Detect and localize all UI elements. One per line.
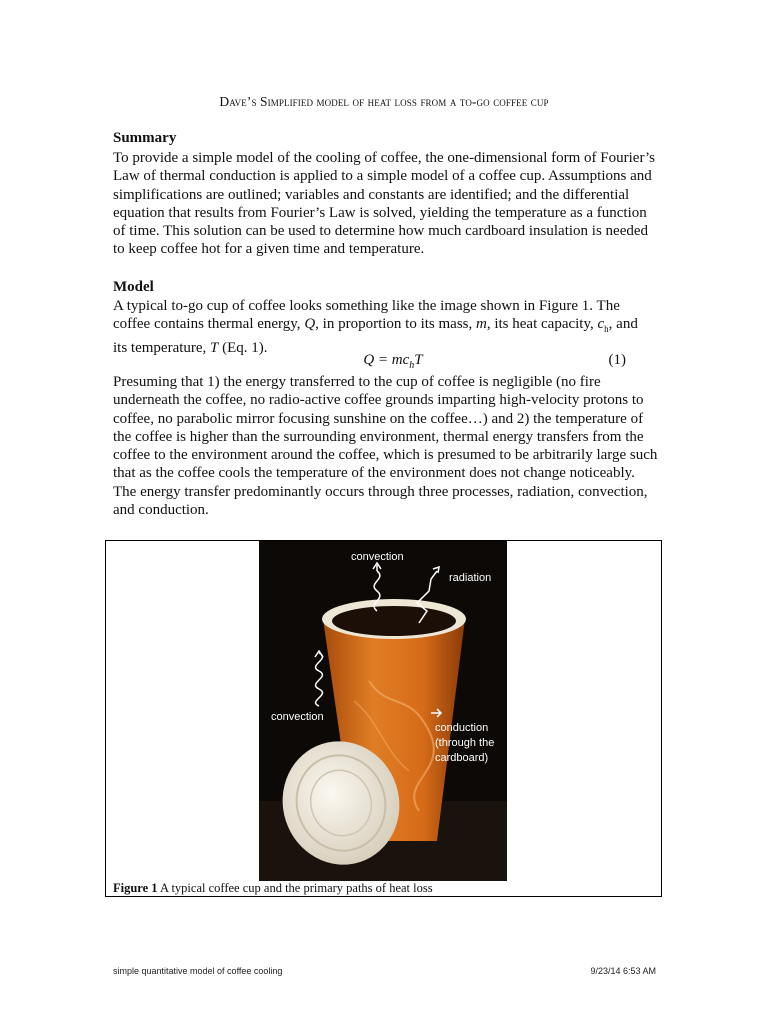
model-line-1: A typical to-go cup of coffee looks something like the image shown in Figure 1. The [113,298,620,314]
coffee-surface [332,606,456,636]
model-line-3: its temperature, T (Eq. 1). [113,339,268,356]
coffee-cup-illustration [259,541,507,881]
model-paragraph-1 [113,297,658,357]
coffee-cup-photo [259,541,507,881]
label-conduction-3: cardboard) [435,752,489,764]
summary-paragraph: To provide a simple model of the cooling of coffee, the one-dimensional form of Fourier’s Law of thermal conduction is applied to a simple model of a coffee cup. Assumptions and simplifications are outlined; variables and constants are identified; and the differential equation that results from Fourier’s Law is solved, yielding the temperature as a function of time. This solution can be used to determine how much cardboard insulation is needed to keep coffee hot for a given time and temperature. [113,150,656,258]
summary-heading: Summary [113,130,177,146]
equation-expression: $Q = mc_hT$ [363,352,423,371]
equation-number: (1) [608,352,626,368]
footer-left: simple quantitative model of coffee cooling [113,966,283,976]
model-line-2: coffee contains thermal energy, Q, in proportion to its mass, m, its heat capacity, $c_h$, and [113,316,638,335]
label-conduction-2: (through the [435,737,495,749]
figure-caption-label: Figure 1 [113,881,158,895]
model-paragraph-2: Presuming that 1) the energy transferred to the cup of coffee is negligible (no fire underneath the coffee, no radio-active coffee grounds imparting high-velocity protons to coffee, no parabolic mirror focusing sunshine on the coffee…) and 2) the temperature of the coffee is higher than the surrounding environment, thermal energy transfers from the coffee to the environment around the coffee, which is presumed to be arbitrarily large such that as the coffee cools the temperature of the environment does not change noticeably. The energy transfer predominantly occurs through three processes, radiation, convection, and conduction. [113,374,658,519]
figure-caption-text: A typical coffee cup and the primary paths of heat loss [157,881,433,895]
document-title: Dave’s Simplified model of heat loss from a to-go coffee cup [219,94,549,109]
label-radiation: radiation [449,572,492,584]
equation-1 [113,352,658,372]
label-convection-left: convection [271,711,324,723]
footer-right: 9/23/14 6:53 AM [590,966,656,976]
label-conduction-1: conduction [435,722,489,734]
figure-caption [113,881,433,896]
label-convection-top: convection [351,551,404,563]
model-heading: Model [113,279,154,295]
